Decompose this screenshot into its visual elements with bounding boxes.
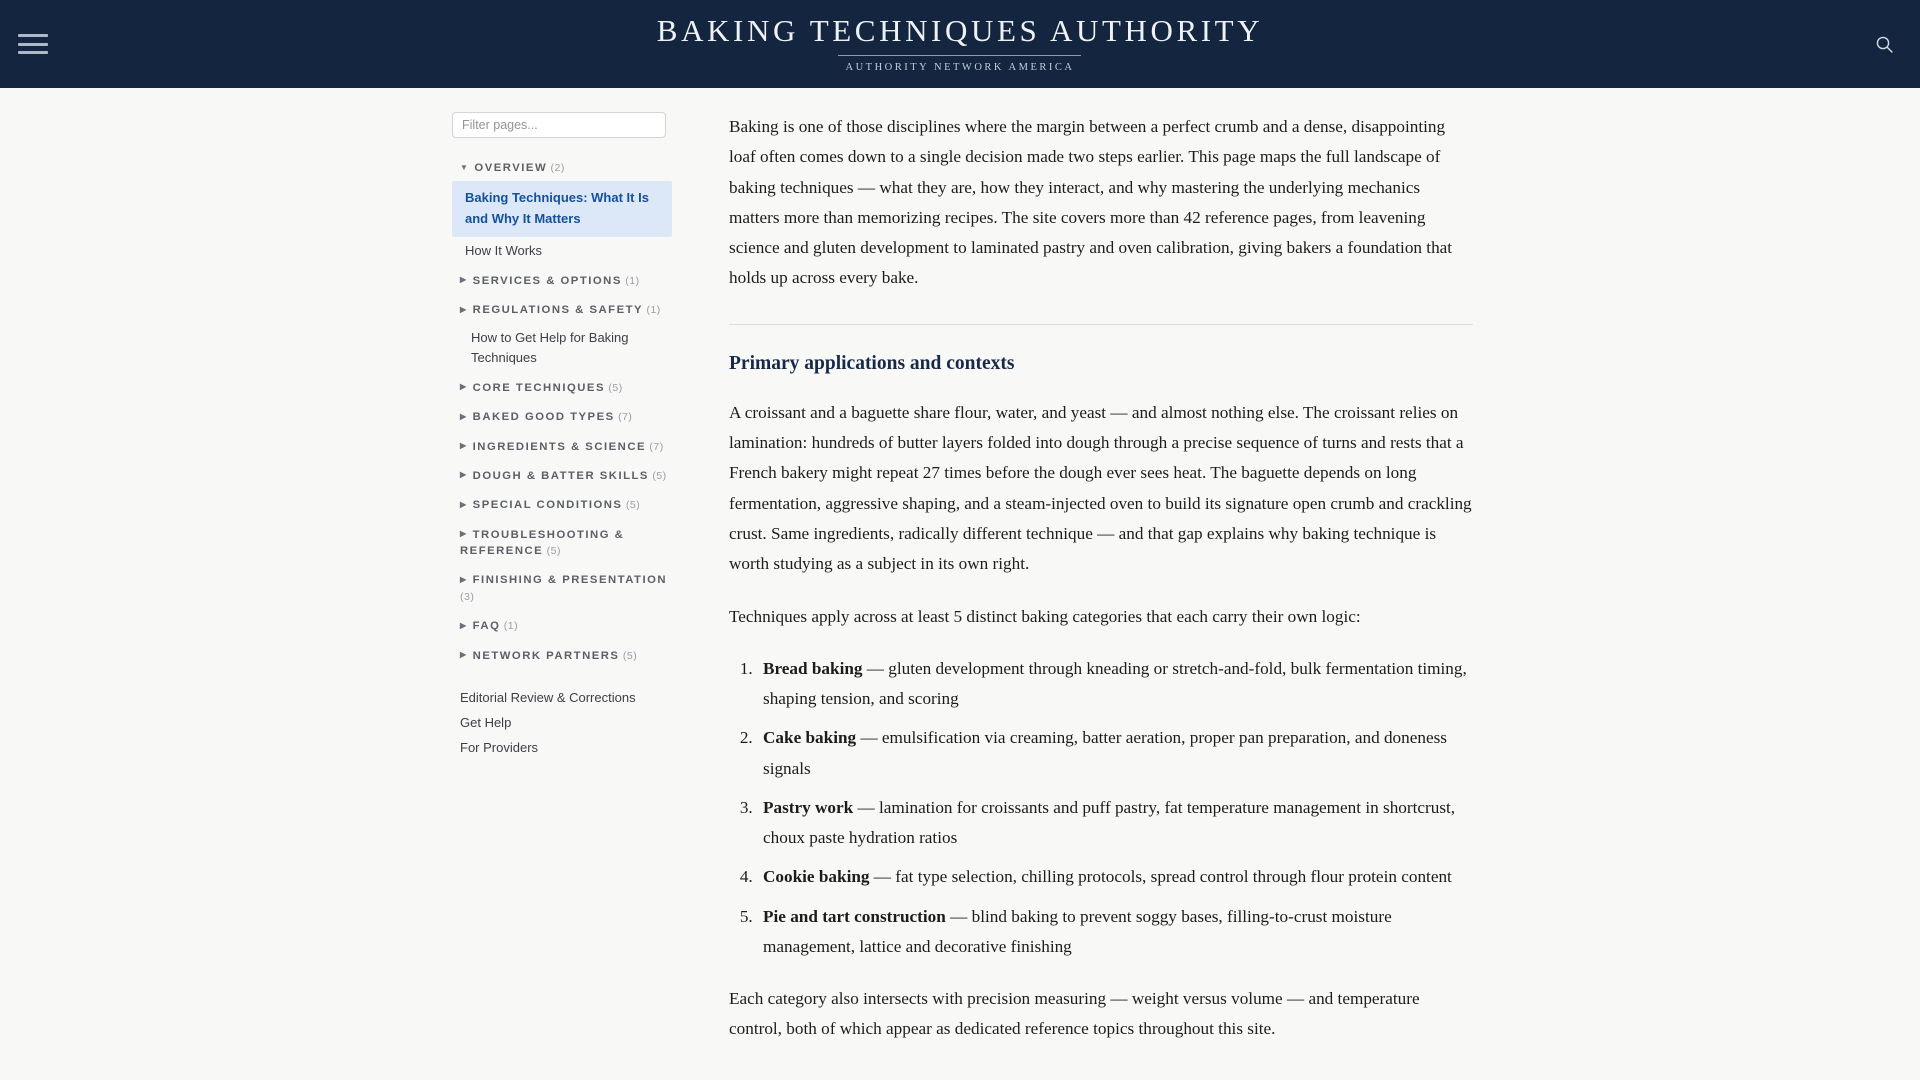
sidebar-group [452, 267, 672, 294]
sidebar-group-count: (5) [605, 381, 623, 394]
list-item-term: Cake baking [763, 728, 857, 748]
sidebar-group-header[interactable] [452, 296, 672, 323]
sidebar-group-count: (5) [648, 469, 667, 482]
sidebar-group-header[interactable] [452, 267, 672, 294]
sidebar-group-header[interactable] [452, 612, 672, 639]
hamburger-bar [18, 34, 48, 37]
site-title: BAKING TECHNIQUES AUTHORITY [656, 13, 1264, 49]
chevron-right-icon: ▶ [460, 470, 468, 480]
chevron-right-icon: ▶ [460, 441, 468, 451]
sidebar-group-count: (1) [500, 620, 519, 633]
list-item-description: — emulsification via creaming, batter aeration, proper pan preparation, and doneness signals [763, 728, 1447, 778]
sidebar-group [452, 462, 672, 489]
sidebar-group-count: (3) [460, 590, 475, 603]
hamburger-menu-icon[interactable] [18, 31, 48, 57]
list-item-description: — lamination for croissants and puff pastry, fat temperature management in shortcrust, choux paste hydration ratios [763, 797, 1456, 848]
list-item-term: Cookie baking [763, 867, 870, 887]
hamburger-bar [18, 43, 48, 46]
sidebar-group [452, 154, 672, 265]
sidebar-group-count: (5) [543, 545, 561, 558]
content-divider [729, 324, 1473, 325]
chevron-right-icon: ▶ [460, 574, 468, 584]
sidebar-footer-link[interactable]: Editorial Review & Corrections [460, 689, 636, 705]
sidebar-group-label: INGREDIENTS & SCIENCE [472, 440, 647, 453]
hamburger-bar [18, 51, 48, 54]
sidebar-navigation [452, 112, 672, 1080]
list-item-description: — fat type selection, chilling protocols, spread control through flour protein content [869, 867, 1452, 887]
sidebar-group-label: BAKED GOOD TYPES [472, 411, 615, 424]
list-item-term: Pie and tart construction [763, 906, 946, 926]
sidebar-group-label: FAQ [472, 620, 501, 633]
sidebar-group-header[interactable] [452, 433, 672, 460]
chevron-right-icon: ▶ [460, 499, 468, 509]
category-list [729, 654, 1473, 962]
sidebar-group [452, 374, 672, 401]
list-item [757, 654, 1473, 715]
list-item [757, 793, 1473, 854]
list-item [757, 902, 1473, 963]
chevron-right-icon: ▶ [460, 304, 468, 314]
sidebar-item[interactable]: How to Get Help for Baking Techniques [471, 329, 629, 365]
sidebar-group-label: SPECIAL CONDITIONS [472, 499, 623, 512]
sidebar-footer-links [452, 685, 672, 760]
sidebar-item-active[interactable]: Baking Techniques: What It Is and Why It Matters [452, 181, 672, 236]
list-item-description: — blind baking to prevent soggy bases, filling-to-crust moisture management, lattice and decorative finishing [763, 906, 1392, 956]
sidebar-group-header[interactable] [452, 154, 672, 181]
sidebar-group-count: (1) [621, 274, 640, 287]
sidebar-group-count: (5) [619, 649, 638, 662]
main-content [729, 112, 1473, 1080]
sidebar-group [452, 433, 672, 460]
sidebar-group [452, 612, 672, 639]
list-item-term: Pastry work [763, 797, 854, 817]
sidebar-group-header[interactable] [452, 374, 672, 401]
search-icon[interactable] [1870, 30, 1898, 58]
sidebar-group-header[interactable] [452, 403, 672, 430]
sidebar-group-header[interactable] [452, 566, 672, 610]
sidebar-group-label: CORE TECHNIQUES [472, 381, 605, 394]
site-subtitle: AUTHORITY NETWORK AMERICA [845, 61, 1075, 73]
lead-paragraph: Baking is one of those disciplines where the margin between a perfect crumb and a dense, disappointing loaf often comes down to a single decision made two steps earlier. This page maps the full landscape of baking techniques — what they are, how they interact, and why mastering the underlying mechanics matters more than memorizing recipes. The site covers more than 42 reference pages, from leavening science and gluten development to laminated pastry and oven calibration, giving bakers a foundation that holds up across every bake. [729, 117, 1453, 288]
chevron-right-icon: ▶ [460, 382, 468, 392]
sidebar-group [452, 566, 672, 610]
chevron-right-icon: ▶ [460, 620, 468, 630]
sidebar-group-count: (5) [622, 499, 641, 512]
sidebar-group-count: (7) [646, 440, 664, 453]
sidebar-group [452, 491, 672, 518]
sidebar-group-header[interactable] [452, 642, 672, 669]
site-header [0, 0, 1920, 88]
sidebar-group-count: (7) [614, 411, 633, 424]
sidebar-group-label: REGULATIONS & SAFETY [472, 304, 644, 317]
sidebar-group-count: (1) [643, 304, 661, 317]
sidebar-groups [452, 154, 672, 669]
sidebar-group-header[interactable] [452, 491, 672, 518]
chevron-right-icon: ▶ [460, 529, 468, 539]
list-item-term: Bread baking [763, 658, 863, 678]
sidebar-group-header[interactable] [452, 462, 672, 489]
chevron-down-icon: ▼ [460, 162, 470, 172]
sidebar-group-header[interactable] [452, 521, 672, 565]
sidebar-group-label: FINISHING & PRESENTATION [472, 574, 668, 587]
sidebar-group-label: SERVICES & OPTIONS [472, 274, 622, 287]
body-paragraph-2: A croissant and a baguette share flour, water, and yeast — and almost nothing else. The croissant relies on lamination: hundreds of butter layers folded into dough through a precise sequence of turns and rests that a French bakery might repeat 27 times before the dough ever sees heat. The baguette depends on long fermentation, aggressive shaping, and a steam-injected oven to build its signature open crumb and crackling crust. Same ingredients, radically different technique — and that gap explains why baking technique is worth studying as a subject in its own right. [729, 402, 1472, 574]
chevron-right-icon: ▶ [460, 275, 468, 285]
sidebar-footer-link[interactable]: Get Help [460, 714, 512, 730]
filter-pages-input[interactable] [452, 112, 666, 138]
list-item-description: — gluten development through kneading or stretch-and-fold, bulk fermentation timing, shaping tension, and scoring [763, 658, 1467, 709]
section-heading: Primary applications and contexts [729, 352, 1015, 374]
sidebar-group-label: OVERVIEW [474, 162, 548, 174]
closing-paragraph: Each category also intersects with precision measuring — weight versus volume — and temperature control, both of which appear as dedicated reference topics throughout this site. [729, 989, 1420, 1039]
sidebar-item[interactable]: How It Works [465, 242, 543, 258]
list-item [757, 723, 1473, 784]
sidebar-group-label: DOUGH & BATTER SKILLS [472, 469, 649, 482]
sidebar-group-count: (2) [547, 162, 565, 174]
chevron-right-icon: ▶ [460, 650, 468, 660]
sidebar-group [452, 403, 672, 430]
site-brand [657, 15, 1263, 73]
brand-divider [838, 55, 1081, 56]
chevron-right-icon: ▶ [460, 411, 468, 421]
sidebar-footer-link[interactable]: For Providers [460, 739, 539, 755]
sidebar-group [452, 296, 672, 372]
list-intro-paragraph: Techniques apply across at least 5 distinct baking categories that each carry their own logic: [729, 606, 1361, 626]
list-item [757, 862, 1473, 892]
page-layout [0, 88, 1920, 1080]
sidebar-group-label: NETWORK PARTNERS [472, 649, 620, 662]
sidebar-group [452, 521, 672, 565]
sidebar-group [452, 642, 672, 669]
sidebar-group-label: TROUBLESHOOTING & REFERENCE [460, 528, 625, 558]
